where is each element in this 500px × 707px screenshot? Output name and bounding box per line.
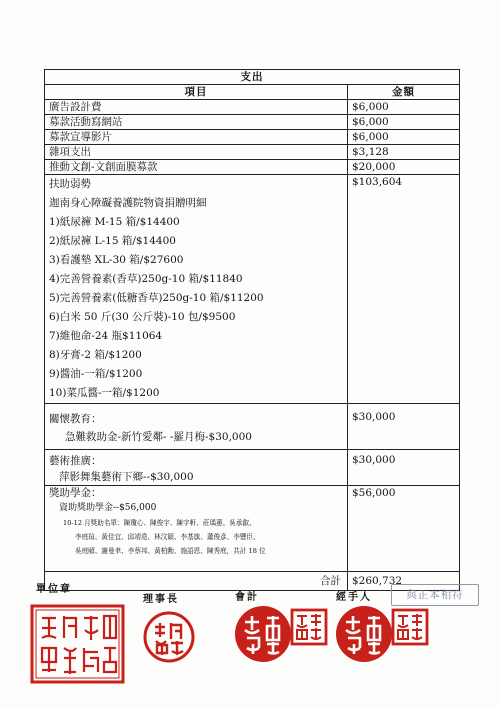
scholarship-names: 10-12 月獎助名單：陳瓊心、陳俊宇、陳宇軒、莊瑀蕙、吳承叡、 xyxy=(63,519,256,527)
scholarship-row xyxy=(45,486,460,572)
art-row xyxy=(45,450,460,486)
row-amount: $20,000 xyxy=(348,160,460,175)
aid-detail-line: 1)紙尿褲 M-15 箱/$14400 xyxy=(49,216,180,228)
table-title: 支出 xyxy=(45,70,460,85)
aid-detail-line: 9)醬油-一箱/$1200 xyxy=(49,368,143,380)
scholarship-title: 獎助學金： xyxy=(49,487,102,499)
total-label: 合計 xyxy=(45,572,348,591)
aid-detail-line: 3)看護墊 XL-30 箱/$27600 xyxy=(49,254,184,266)
accountant-seal-stamp xyxy=(233,604,293,664)
row-amount: $3,128 xyxy=(348,145,460,160)
aid-detail-line: 7)維他命-24 瓶$11064 xyxy=(49,330,163,342)
table-row xyxy=(45,130,460,145)
row-amount: $6,000 xyxy=(348,130,460,145)
accountant-label: 會計 xyxy=(235,592,259,603)
row-item: 募款宣導影片 xyxy=(45,130,348,145)
care-amount: $30,000 xyxy=(348,404,460,450)
row-amount: $6,000 xyxy=(348,100,460,115)
aid-detail-line: 4)完善營養素(香草)250g-10 箱/$11840 xyxy=(49,273,243,285)
table-row xyxy=(45,100,460,115)
scholarship-detail: 資助獎助學金--$56,000 xyxy=(59,503,157,513)
aid-row xyxy=(45,175,460,404)
scholarship-amount: $56,000 xyxy=(348,486,460,572)
handler-square-seal xyxy=(391,608,429,646)
handler-label: 經手人 xyxy=(336,592,372,603)
accountant-square-seal xyxy=(290,608,328,646)
total-amount: $260,732 xyxy=(348,572,460,591)
aid-detail-line: 10)菜瓜醬-一箱/$1200 xyxy=(49,387,160,399)
table-row xyxy=(45,115,460,130)
aid-detail-line: 5)完善營養素(低糖香草)250g-10 箱/$11200 xyxy=(49,292,264,304)
aid-detail-line: 2)紙尿褲 L-15 箱/$14400 xyxy=(49,235,176,247)
chairman-label: 理事長 xyxy=(143,594,179,605)
aid-detail-line: 8)牙膏-2 箱/$1200 xyxy=(49,349,142,361)
art-detail: 萍影舞集藝術下鄉--$30,000 xyxy=(59,471,194,483)
unit-seal-label: 單位章 xyxy=(36,584,72,595)
row-amount: $6,000 xyxy=(348,115,460,130)
column-header-item: 項目 xyxy=(45,85,348,100)
scholarship-names: 吳庭頤、謝曼聿、李蔡邦、黃柏勳、施語恩、陳秀庭，共計 18 位 xyxy=(75,547,266,555)
row-item: 雜項支出 xyxy=(45,145,348,160)
care-title: 關懷教育： xyxy=(49,413,102,425)
aid-detail-line: 迦南身心障礙養護院物資捐贈明細 xyxy=(49,197,207,209)
aid-amount: $103,604 xyxy=(348,175,460,404)
art-title: 藝術推廣： xyxy=(49,455,102,467)
certified-copy-stamp: 與正本相符 xyxy=(391,584,479,606)
scholarship-names: 李庭瑄、黃佳宜、邱靖堯、林汶穎、李基旗、蕭俊彥、李豐臣、 xyxy=(75,533,260,541)
handler-seal-stamp xyxy=(334,604,394,664)
art-amount: $30,000 xyxy=(348,450,460,486)
aid-title: 扶助弱勢 xyxy=(49,178,91,190)
table-row xyxy=(45,145,460,160)
row-item: 募款活動寫網站 xyxy=(45,115,348,130)
aid-detail-line: 6)白米 50 斤(30 公斤裝)-10 包/$9500 xyxy=(49,311,236,323)
column-header-amount: 金額 xyxy=(348,85,460,100)
row-item: 推動文創-文創面膜募款 xyxy=(45,160,348,175)
care-row xyxy=(45,404,460,450)
row-item: 廣告設計費 xyxy=(45,100,348,115)
expense-table xyxy=(44,69,460,591)
unit-seal-stamp xyxy=(30,604,125,684)
chairman-seal-stamp xyxy=(143,611,195,663)
table-row xyxy=(45,160,460,175)
care-detail: 急難救助金-新竹愛鄰- -羅月梅-$30,000 xyxy=(65,431,252,443)
